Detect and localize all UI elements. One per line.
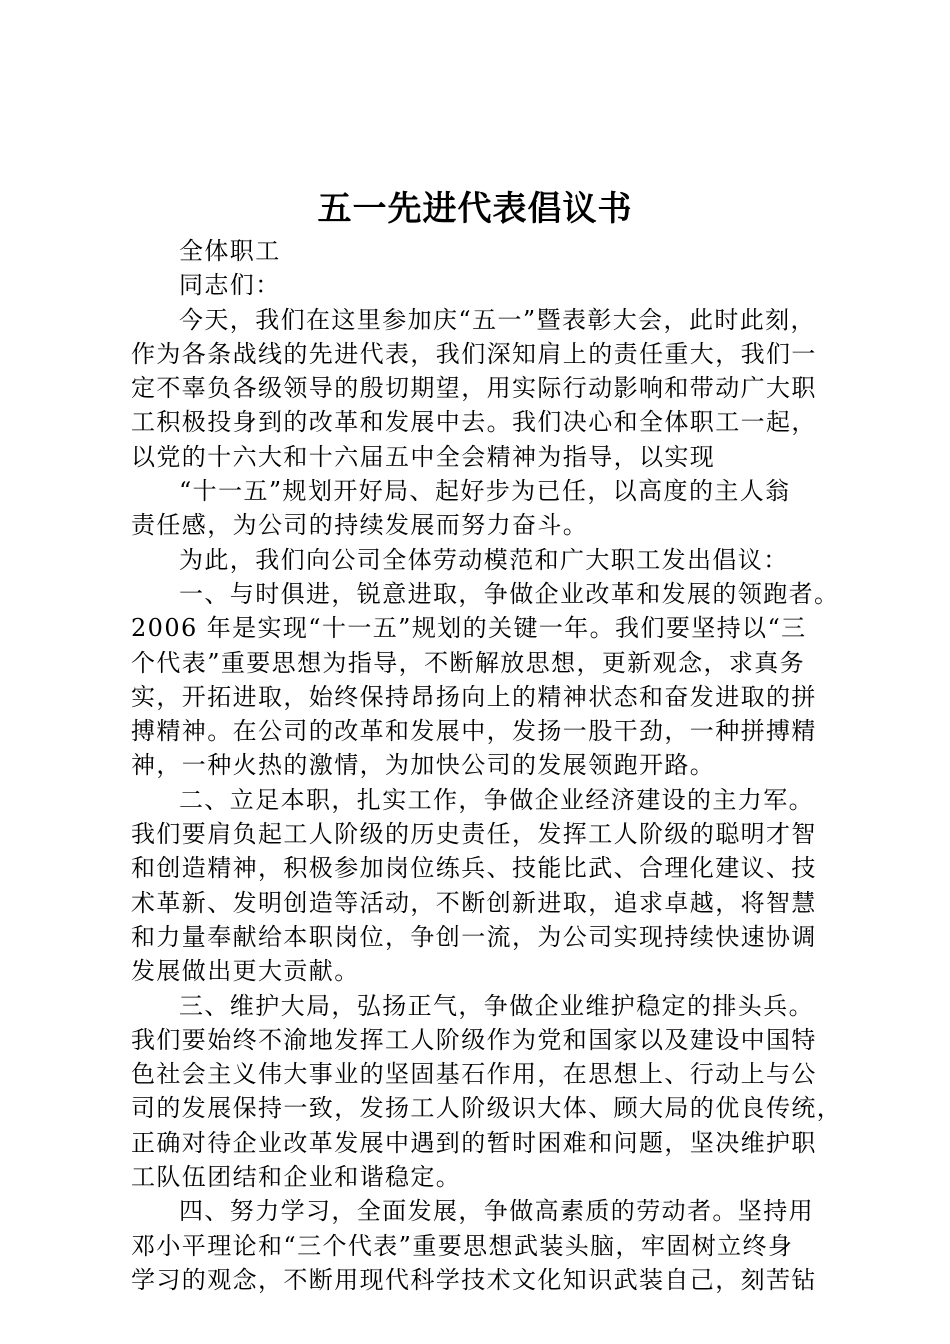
body-line: 正确对待企业改革发展中遇到的暂时困难和问题，坚决维护职 — [131, 1128, 817, 1157]
document-title: 五一先进代表倡议书 — [317, 189, 633, 229]
body-line: 实，开拓进取，始终保持昂扬向上的精神状态和奋发进取的拼 — [131, 682, 817, 711]
body-line: 和力量奉献给本职岗位，争创一流，为公司实现持续快速协调 — [131, 922, 817, 951]
body-line: “十一五”规划开好局、起好步为已任，以高度的主人翁 — [179, 477, 791, 506]
body-line: 全体职工 — [179, 237, 281, 265]
body-line: 发展做出更大贡献。 — [131, 957, 360, 986]
body-line: 和创造精神，积极参加岗位练兵、技能比武、合理化建议、技 — [131, 854, 817, 883]
body-line: 四、努力学习，全面发展，争做高素质的劳动者。坚持用 — [179, 1197, 814, 1226]
body-line: 以党的十六大和十六届五中全会精神为指导，以实现 — [131, 442, 716, 471]
body-line: 神，一种火热的激情，为加快公司的发展领跑开路。 — [131, 751, 716, 780]
body-line: 个代表”重要思想为指导，不断解放思想，更新观念，求真务 — [131, 648, 806, 677]
body-line: 为此，我们向公司全体劳动模范和广大职工发出倡议： — [179, 545, 789, 574]
body-line: 术革新、发明创造等活动，不断创新进取，追求卓越，将智慧 — [131, 888, 817, 917]
body-line: 三、维护大局，弘扬正气，争做企业维护稳定的排头兵。 — [179, 991, 814, 1020]
body-line: 责任感，为公司的持续发展而努力奋斗。 — [131, 511, 589, 540]
body-line: 今天，我们在这里参加庆“五一”暨表彰大会，此时此刻， — [179, 305, 816, 334]
body-line: 工积极投身到的改革和发展中去。我们决心和全体职工一起， — [131, 408, 817, 437]
document-body — [131, 234, 843, 1297]
body-line: 邓小平理论和“三个代表”重要思想武装头脑，牢固树立终身 — [131, 1231, 794, 1260]
body-line: 工队伍团结和企业和谐稳定。 — [131, 1163, 462, 1192]
body-line: 作为各条战线的先进代表，我们深知肩上的责任重大，我们一 — [131, 339, 817, 368]
body-line: 同志们： — [179, 271, 281, 300]
body-line: 一、与时俱进，锐意进取，争做企业改革和发展的领跑者。 — [179, 579, 840, 608]
body-line: 司的发展保持一致，发扬工人阶级识大体、顾大局的优良传统， — [131, 1094, 843, 1123]
body-line: 我们要肩负起工人阶级的历史责任，发挥工人阶级的聪明才智 — [131, 820, 817, 849]
body-line: 定不辜负各级领导的殷切期望，用实际行动影响和带动广大职 — [131, 374, 817, 403]
body-line: 搏精神。在公司的改革和发展中，发扬一股干劲，一种拼搏精 — [131, 717, 817, 746]
body-line: 2006 年是实现“十一五”规划的关键一年。我们要坚持以“三 — [131, 614, 807, 643]
body-line: 色社会主义伟大事业的坚固基石作用，在思想上、行动上与公 — [131, 1060, 817, 1089]
body-line: 学习的观念，不断用现代科学技术文化知识武装自己，刻苦钻 — [131, 1265, 817, 1294]
body-line: 二、立足本职，扎实工作，争做企业经济建设的主力军。 — [179, 785, 814, 814]
body-line: 我们要始终不渝地发挥工人阶级作为党和国家以及建设中国特 — [131, 1025, 817, 1054]
